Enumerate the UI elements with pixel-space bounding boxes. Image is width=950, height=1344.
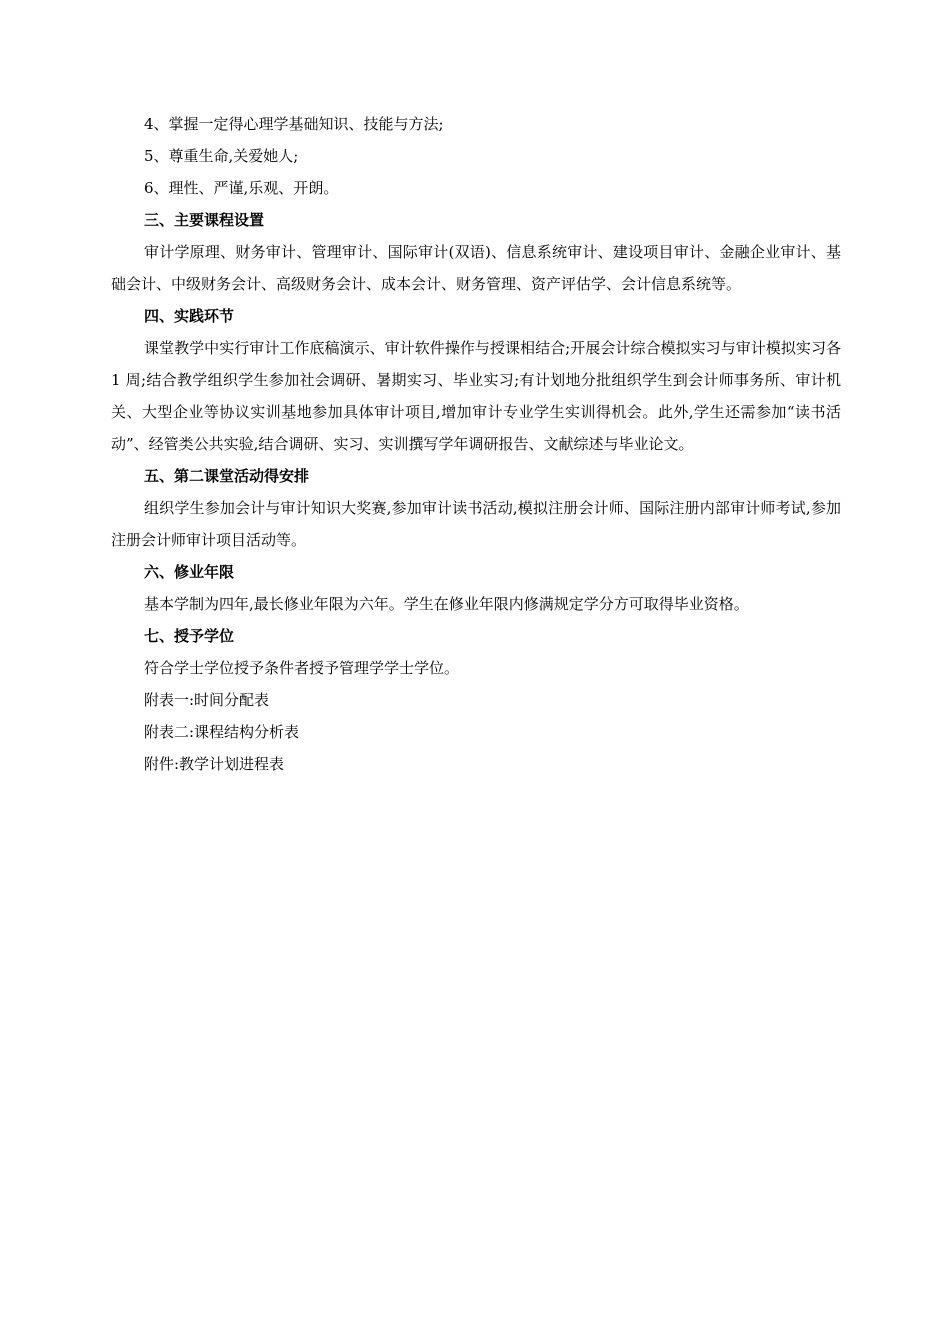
section-body-courses: 审计学原理、财务审计、管理审计、国际审计(双语)、信息系统审计、建设项目审计、金融企业审计、基础会计、中级财务会计、高级财务会计、成本会计、财务管理、资产评估学、会计信息系统等。 xyxy=(111,243,841,293)
section-body-second-classroom: 组织学生参加会计与审计知识大奖赛,参加审计读书活动,模拟注册会计师、国际注册内部审计师考试,参加注册会计师审计项目活动等。 xyxy=(111,499,841,549)
section-heading-practice: 四、实践环节 xyxy=(144,307,235,325)
section-heading-degree: 七、授予学位 xyxy=(144,627,235,645)
document-page xyxy=(111,108,841,780)
section-body-practice: 课堂教学中实行审计工作底稿演示、审计软件操作与授课相结合;开展会计综合模拟实习与审计模拟实习各 1 周;结合教学组织学生参加社会调研、暑期实习、毕业实习;有计划地分批组织学生到会计师事务所、审计机关、大型企业等协议实训基地参加具体审计项目,增加审计专业学生实训得机会。此外,学生还需参加“读书活动”、经管类公共实验,结合调研、实习、实训撰写学年调研报告、文献综述与毕业论文。 xyxy=(111,339,841,453)
section-heading-second-classroom: 五、第二课堂活动得安排 xyxy=(144,467,310,485)
section-heading-courses: 三、主要课程设置 xyxy=(144,211,265,229)
section-body-duration: 基本学制为四年,最长修业年限为六年。学生在修业年限内修满规定学分方可取得毕业资格。 xyxy=(144,595,749,613)
attachment-course-structure: 附表二:课程结构分析表 xyxy=(144,723,300,741)
objective-item-4: 4、掌握一定得心理学基础知识、技能与方法; xyxy=(144,115,444,133)
objective-item-5: 5、尊重生命,关爱她人; xyxy=(144,147,299,165)
section-body-degree: 符合学士学位授予条件者授予管理学学士学位。 xyxy=(144,659,460,677)
section-heading-duration: 六、修业年限 xyxy=(144,563,235,581)
attachment-teaching-plan: 附件:教学计划进程表 xyxy=(144,755,285,773)
objective-item-6: 6、理性、严谨,乐观、开朗。 xyxy=(144,179,339,197)
attachment-time-allocation: 附表一:时间分配表 xyxy=(144,691,270,709)
